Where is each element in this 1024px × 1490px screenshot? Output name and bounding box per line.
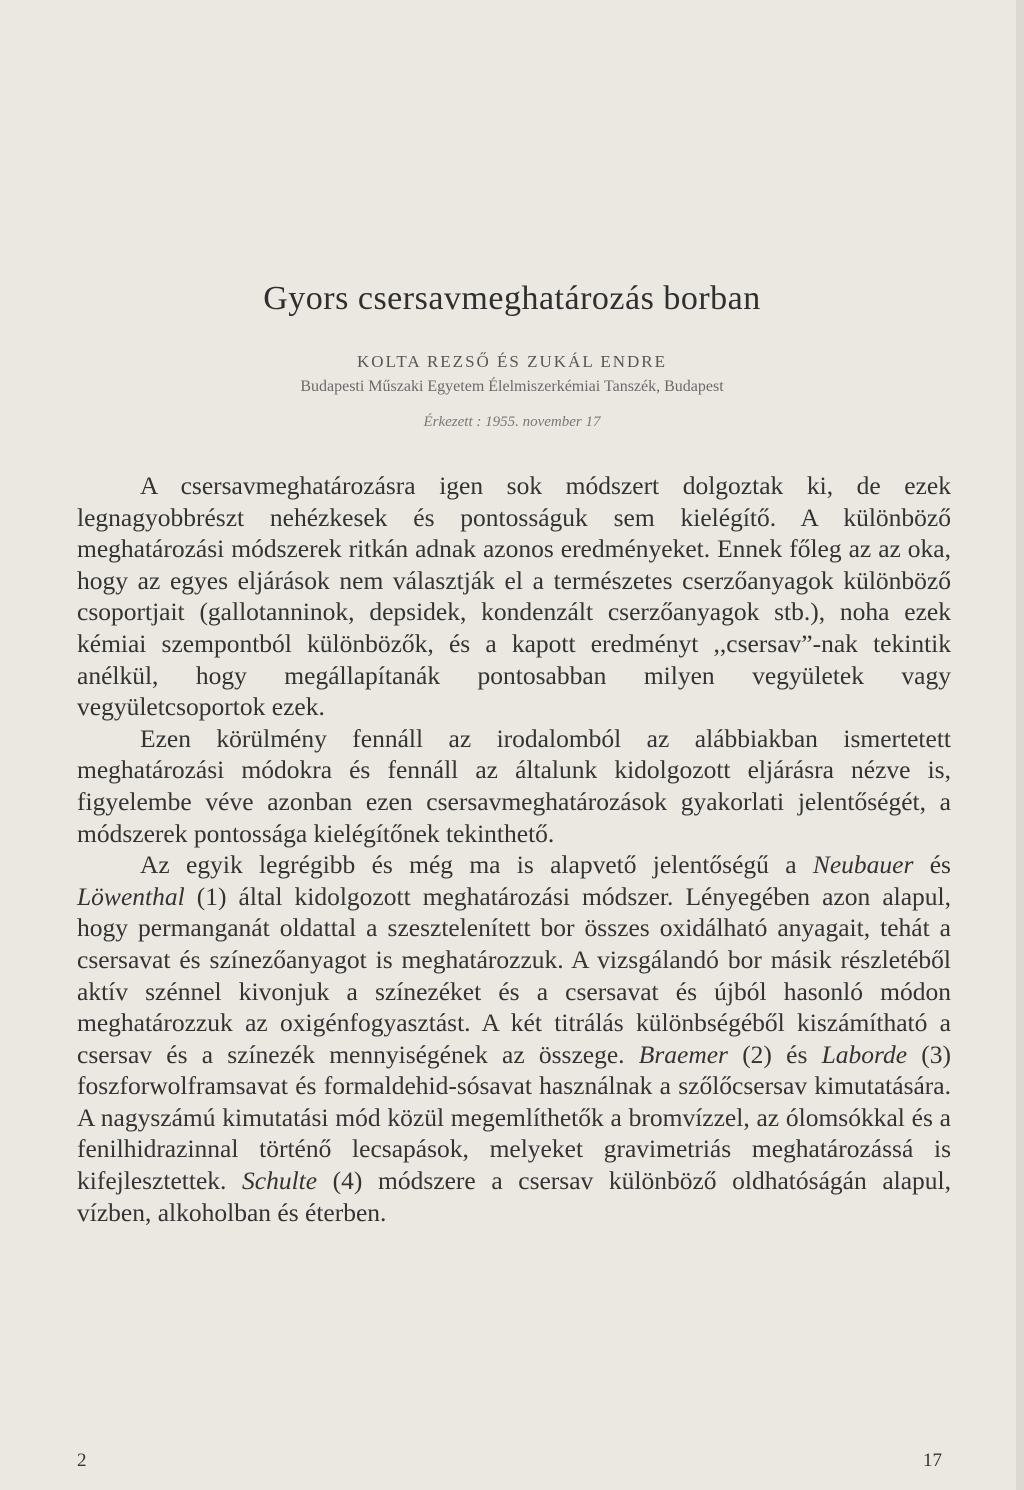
author-name-schulte: Schulte	[242, 1166, 318, 1196]
text-run: (1) által kidolgozott meghatározási módszer. Lényegében azon alapul, hogy permanganát oldattal a szesztelenített bor összes oxidálható anyagait, tehát a csersavat és színezőanyagot is meghatározzuk. A vizsgálandó bor másik részletéből aktív szénnel kivonjuk a színezéket és a csersavat és újból hasonló módon meghatározzuk az oxigénfogyasztást. A két titrálás különbségéből kiszámítható a csersav és a színezék mennyiségének az összege.	[77, 881, 951, 1069]
text-run: Az egyik legrégibb és még ma is alapvető jelentőségű a	[140, 850, 813, 880]
page-number: 17	[923, 1450, 942, 1471]
page-edge	[1016, 0, 1024, 1490]
author-name-lowenthal: Löwenthal	[77, 881, 185, 911]
paragraph-1: A csersavmeghatározásra igen sok módszert dolgoztak ki, de ezek legnagyobbrészt nehézkesek és pontosságuk sem kielégítő. A különböző meghatározási módszerek ritkán adnak azonos eredményeket. Ennek főleg az az oka, hogy az egyes eljárások nem választják el a természetes cserzőanyagok különböző csoportjait (gallotanninok, depsidek, kondenzált cserzőanyagok stb.), noha ezek kémiai szempontból különbözők, és a kapott eredményt ,,csersav”-nak tekintik anélkül, hogy megállapítanák pontosabban milyen vegyületek vagy vegyületcsoportok ezek.	[77, 471, 951, 722]
author-name-laborde: Laborde	[821, 1039, 908, 1069]
text-run: (4) módszere a csersav különböző oldhatóságán alapul, vízben, alkoholban és éterben.	[77, 1166, 951, 1227]
received-date: Érkezett : 1955. november 17	[423, 414, 601, 430]
article-body	[77, 470, 951, 1228]
paragraph-2: Ezen körülmény fennáll az irodalomból az alábbiakban ismertetett meghatározási módokra és fennáll az általunk kidolgozott eljárásra nézve is, figyelembe véve azonban ezen csersavmeghatározások gyakorlati jelentőségét, a módszerek pontossága kielégítőnek tekinthető.	[77, 723, 951, 848]
author-name-neubauer: Neubauer	[812, 850, 914, 880]
author-name-braemer: Braemer	[638, 1039, 728, 1069]
signature-mark: 2	[77, 1450, 87, 1471]
text-run: és	[913, 850, 951, 880]
article-authors: KOLTA REZSŐ ÉS ZUKÁL ENDRE	[356, 352, 668, 371]
author-affiliation: Budapesti Műszaki Egyetem Élelmiszerkémiai Tanszék, Budapest	[300, 378, 724, 395]
paragraph-3	[77, 849, 951, 1228]
article-title: Gyors csersavmeghatározás borban	[263, 280, 761, 317]
text-run: (2) és	[727, 1039, 822, 1069]
text-run: (3) foszforwolframsavat és formaldehid-sósavat használnak a szőlőcsersav kimutatására. A nagyszámú kimutatási mód közül megemlíthetők a bromvízzel, az ólomsókkal és a fenilhidrazinnal történő lecsapások, melyeket gravimetriás meghatározássá is kifejlesztettek.	[77, 1039, 952, 1196]
